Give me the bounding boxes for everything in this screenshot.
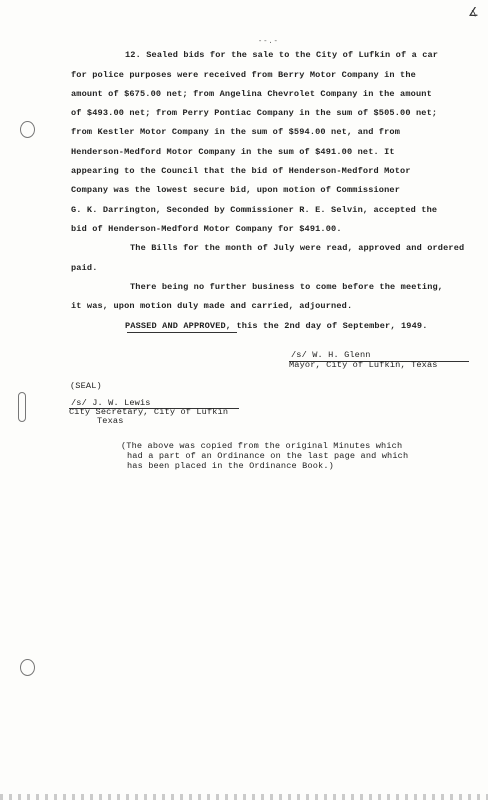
note-line-1: (The above was copied from the original Minutes which [121,441,403,451]
paragraph-1-line-4: of $493.00 net; from Perry Pontiac Company in the sum of $505.00 net; [71,108,438,118]
secretary-title-1: City Secretary, City of Lufkin [69,407,229,417]
paragraph-1-line-1: 12. Sealed bids for the sale to the City of Lufkin of a car [125,50,439,60]
paragraph-1-line-5: from Kestler Motor Company in the sum of $594.00 net, and from [71,127,401,137]
paragraph-1-line-2: for police purposes were received from Berry Motor Company in the [71,70,416,80]
paragraph-1-line-3: amount of $675.00 net; from Angelina Chevrolet Company in the amount [71,89,432,99]
passed-underline [127,332,237,333]
mayor-signature: /s/ W. H. Glenn [291,350,371,360]
seal-label: (SEAL) [70,381,102,391]
scan-edge-strip [0,794,488,800]
secretary-signature: /s/ J. W. Lewis [71,398,151,408]
paragraph-1-line-6: Henderson-Medford Motor Company in the sum of $491.00 net. It [71,147,395,157]
paragraph-1-line-10: bid of Henderson-Medford Motor Company for $491.00. [71,224,342,234]
top-mark: --.- [258,38,279,46]
paragraph-2-line-2: paid. [71,263,98,273]
paragraph-2-line-1: The Bills for the month of July were read, approved and ordered [130,243,465,253]
punch-hole-icon [20,121,35,138]
punch-hole-icon [18,392,26,422]
secretary-title-2: Texas [97,416,124,426]
mayor-title: Mayor, City of Lufkin, Texas [289,360,438,370]
paragraph-3-line-2: it was, upon motion duly made and carried, adjourned. [71,301,353,311]
note-line-2: had a part of an Ordinance on the last page and which [127,451,409,461]
corner-bracket-icon: ∡ [468,6,479,20]
note-line-3: has been placed in the Ordinance Book.) [127,461,334,471]
passed-approved-line: PASSED AND APPROVED, this the 2nd day of September, 1949. [125,321,428,331]
paragraph-1-line-7: appearing to the Council that the bid of Henderson-Medford Motor [71,166,411,176]
paragraph-1-line-8: Company was the lowest secure bid, upon motion of Commissioner [71,185,401,195]
punch-hole-icon [20,659,35,676]
paragraph-1-line-9: G. K. Darrington, Seconded by Commissioner R. E. Selvin, accepted the [71,205,438,215]
paragraph-3-line-1: There being no further business to come before the meeting, [130,282,444,292]
